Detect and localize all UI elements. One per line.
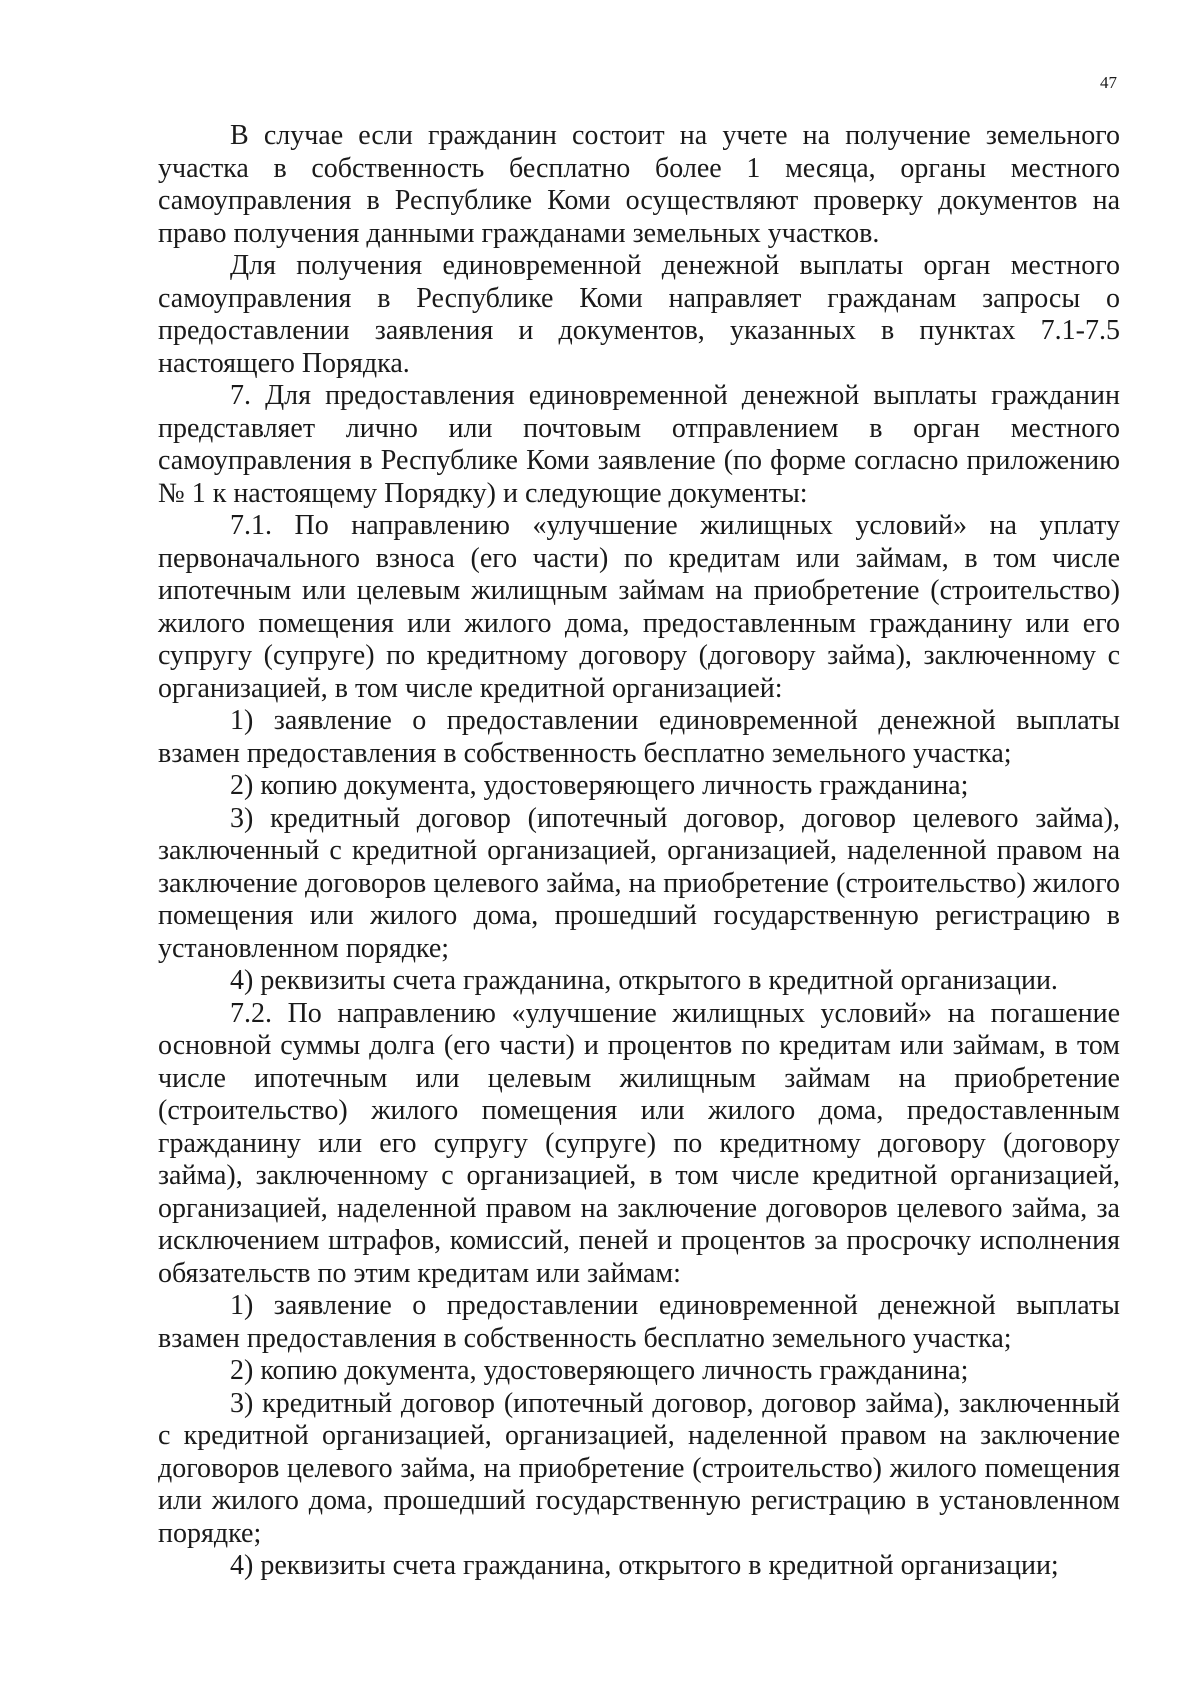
document-body — [158, 120, 1120, 1583]
paragraph-item-7: 7. Для предоставления единовременной денежной выплаты гражданин представляет лично или почтовым отправлением в орган местного самоуправления в Республике Коми заявление (по форме согласно приложению № 1 к настоящему Порядку) и следующие документы: — [158, 380, 1120, 509]
list-item-7-1-2: 2) копию документа, удостоверяющего личность гражданина; — [230, 770, 969, 801]
paragraph-verification: В случае если гражданин состоит на учете на получение земельного участка в собственность бесплатно более 1 месяца, органы местного самоуправления в Республике Коми осуществляют проверку документов на право получения данными гражданами земельных участков. — [158, 120, 1120, 249]
list-item-7-1-4: 4) реквизиты счета гражданина, открытого в кредитной организации. — [230, 965, 1058, 996]
paragraph-item-7-1: 7.1. По направлению «улучшение жилищных условий» на уплату первоначального взноса (его части) по кредитам или займам, в том числе ипотечным или целевым жилищным займам на приобретение (строительство) жилого помещения или жилого дома, предоставленным гражданину или его супругу (супруге) по кредитному договору (договору займа), заключенному с организацией, в том числе кредитной организацией: — [158, 510, 1120, 704]
list-item-7-2-3: 3) кредитный договор (ипотечный договор, договор займа), заключенный с кредитной организацией, организацией, наделенной правом на заключение договоров целевого займа, на приобретение (строительство) жилого помещения или жилого дома, прошедший государственную регистрацию в установленном порядке; — [158, 1387, 1120, 1549]
list-item-7-2-2: 2) копию документа, удостоверяющего личность гражданина; — [230, 1355, 969, 1386]
list-item-7-1-1: 1) заявление о предоставлении единовременной денежной выплаты взамен предоставления в собственность бесплатно земельного участка; — [158, 705, 1120, 769]
paragraph-item-7-2: 7.2. По направлению «улучшение жилищных условий» на погашение основной суммы долга (его части) и процентов по кредитам или займам, в том числе ипотечным или целевым жилищным займам на приобретение (строительство) жилого помещения или жилого дома, предоставленным гражданину или его супругу (супруге) по кредитному договору (договору займа), заключенному с организацией, в том числе кредитной организацией, организацией, наделенной правом на заключение договоров целевого займа, за исключением штрафов, комиссий, пеней и процентов за просрочку исполнения обязательств по этим кредитам или займам: — [158, 997, 1120, 1289]
list-item-7-1-3: 3) кредитный договор (ипотечный договор, договор целевого займа), заключенный с кредитной организацией, организацией, наделенной правом на заключение договоров целевого займа, на приобретение (строительство) жилого помещения или жилого дома, прошедший государственную регистрацию в установленном порядке; — [158, 802, 1120, 964]
page-number: 47 — [1100, 73, 1117, 92]
list-item-7-2-4: 4) реквизиты счета гражданина, открытого в кредитной организации; — [230, 1550, 1059, 1581]
list-item-7-2-1: 1) заявление о предоставлении единовременной денежной выплаты взамен предоставления в собственность бесплатно земельного участка; — [158, 1290, 1120, 1354]
paragraph-requests: Для получения единовременной денежной выплаты орган местного самоуправления в Республике Коми направляет гражданам запросы о предоставлении заявления и документов, указанных в пунктах 7.1-7.5 настоящего Порядка. — [158, 250, 1120, 379]
